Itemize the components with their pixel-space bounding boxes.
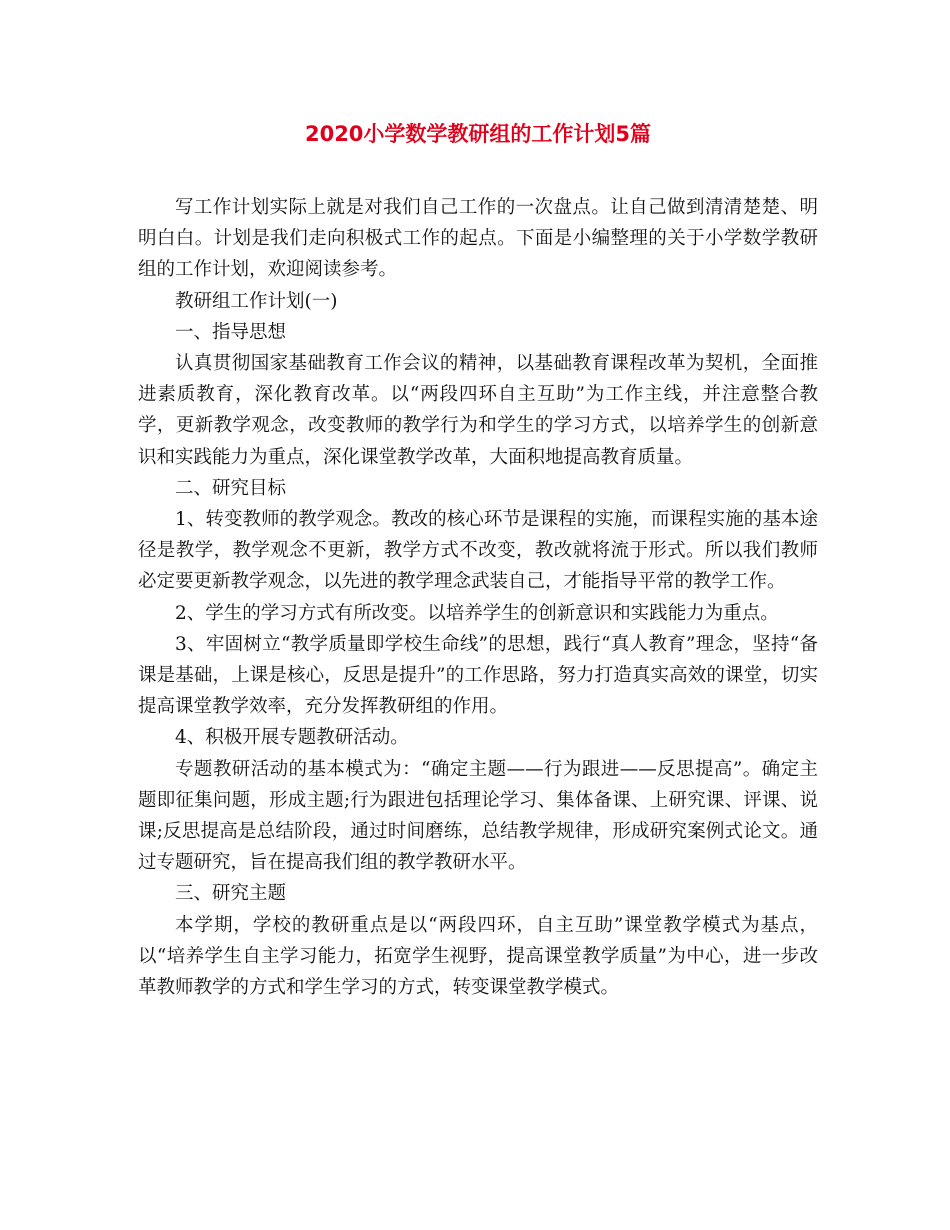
section-heading-plan-one: 教研组工作计划(一)	[175, 290, 338, 312]
paragraph-goal-1: 1、转变教师的教学观念。教改的核心环节是课程的实施，而课程实施的基本途径是教学，教学观念不更新，教学方式不改变，教改就将流于形式。所以我们教师必定要更新教学观念，以先进的教学理念武装自己，才能指导平常的教学工作。	[138, 509, 818, 593]
paragraph-research-topic: 本学期，学校的教研重点是以“两段四环，自主互助”课堂教学模式为基点，以“培养学生自主学习能力，拓宽学生视野，提高课堂教学质量”为中心，进一步改革教师教学的方式和学生学习的方式，转变课堂教学模式。	[138, 914, 818, 999]
paragraph-intro: 写工作计划实际上就是对我们自己工作的一次盘点。让自己做到清清楚楚、明明白白。计划是我们走向积极式工作的起点。下面是小编整理的关于小学数学教研组的工作计划，欢迎阅读参考。	[138, 197, 818, 281]
document-page	[138, 118, 818, 1003]
document-title: 2020小学数学教研组的工作计划5篇	[304, 122, 652, 146]
paragraph-guiding-thought: 认真贯彻国家基础教育工作会议的精神，以基础教育课程改革为契机，全面推进素质教育，深化教育改革。以“两段四环自主互助”为工作主线，并注意整合教学，更新教学观念，改变教师的教学行为和学生的学习方式，以培养学生的创新意识和实践能力为重点，深化课堂教学改革，大面积地提高教育质量。	[138, 353, 818, 468]
heading-research-topic: 三、研究主题	[175, 883, 287, 905]
heading-research-goals: 二、研究目标	[175, 477, 287, 499]
paragraph-goal-2: 2、学生的学习方式有所改变。以培养学生的创新意识和实践能力为重点。	[175, 602, 779, 624]
paragraph-goal-4: 4、积极开展专题教研活动。	[175, 727, 409, 749]
paragraph-goal-3: 3、牢固树立“教学质量即学校生命线”的思想，践行“真人教育”理念，坚持“备课是基础，上课是核心，反思是提升”的工作思路，努力打造真实高效的课堂，切实提高课堂教学效率，充分发挥教研组的作用。	[138, 633, 818, 718]
document-body	[138, 192, 818, 1003]
paragraph-special-research: 专题教研活动的基本模式为：“确定主题——行为跟进——反思提高”。确定主题即征集问题，形成主题;行为跟进包括理论学习、集体备课、上研究课、评课、说课;反思提高是总结阶段，通过时间磨练，总结教学规律，形成研究案例式论文。通过专题研究，旨在提高我们组的教学教研水平。	[138, 758, 818, 874]
heading-guiding-thought: 一、指导思想	[175, 321, 287, 343]
